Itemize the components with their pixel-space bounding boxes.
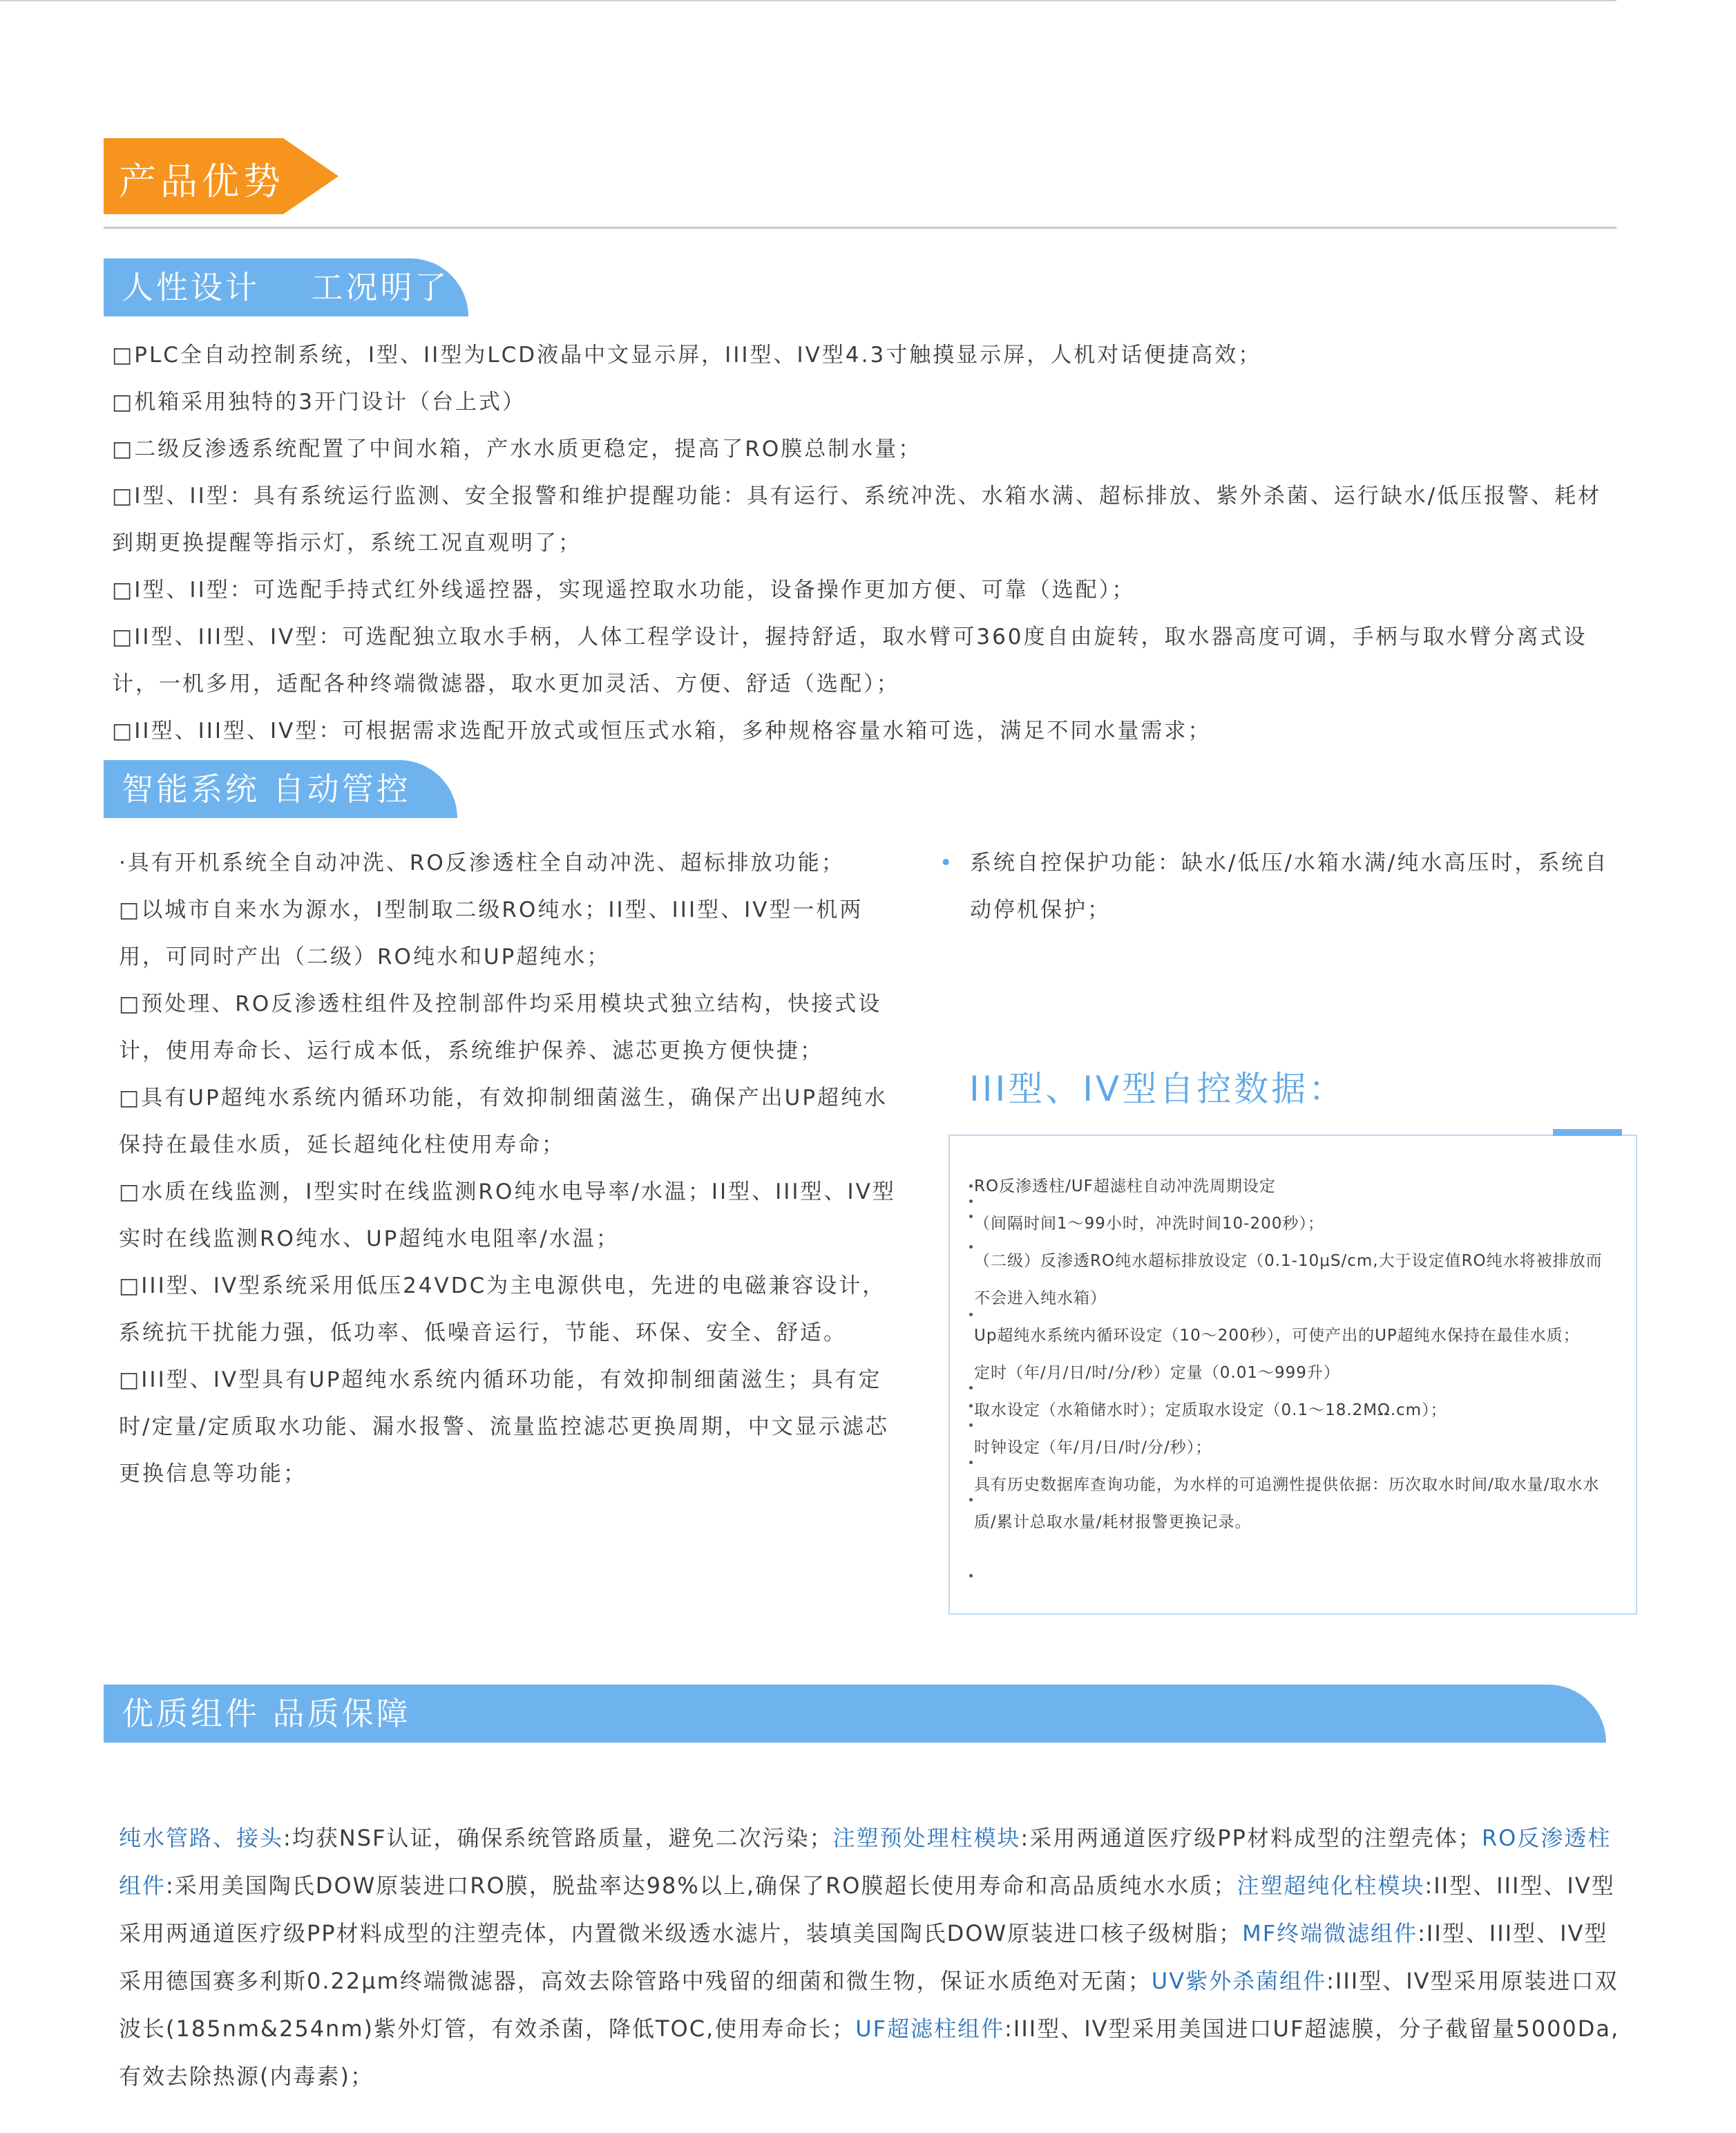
feature-item: □III型、IV型系统采用低压24VDC为主电源供电，先进的电磁兼容设计，系统抗干扰能力强，低功率、低噪音运行，节能、环保、安全、舒适。: [119, 1273, 886, 1345]
section-2-title: 智能系统 自动管控: [104, 760, 457, 818]
component-name: RO反渗透柱组件: [119, 1825, 1612, 1899]
component-name: 注塑预处理柱模块: [832, 1825, 1021, 1851]
data-box-accent: [1553, 1129, 1622, 1136]
component-desc: :III型、IV型采用原装进口双波长(185nm&254nm)紫外灯管，有效杀菌，降低TOC,使用寿命长；: [119, 1968, 1619, 2042]
feature-item: □预处理、RO反渗透柱组件及控制部件均采用模块式独立结构，快接式设计，使用寿命长、运行成本低，系统维护保养、滤芯更换方便快捷；: [119, 992, 882, 1063]
top-border: [0, 0, 1616, 1]
data-item: 取水设定（水箱储水时）；定质取水设定（0.1～18.2MΩ.cm）；: [974, 1401, 1447, 1419]
component-desc: :II型、III型、IV型采用两通道医疗级PP材料成型的注塑壳体，内置微米级透水滤片，装填美国陶氏DOW原装进口核子级树脂；: [119, 1873, 1615, 1946]
section-3-text: [119, 1814, 1621, 2101]
component-name: UV紫外杀菌组件: [1151, 1968, 1327, 1994]
main-title-banner: [104, 138, 338, 214]
feature-item: □二级反渗透系统配置了中间水箱，产水水质更稳定，提高了RO膜总制水量；: [112, 437, 922, 462]
data-item: 具有历史数据库查询功能，为水样的可追溯性提供依据：历次取水时间/取水量/取水水质/累计总取水量/耗材报警更换记录。: [974, 1476, 1600, 1531]
feature-item: □具有UP超纯水系统内循环功能，有效抑制细菌滋生，确保产出UP超纯水保持在最佳水质，延长超纯化柱使用寿命；: [119, 1086, 888, 1157]
feature-item: □II型、III型、IV型：可选配独立取水手柄，人体工程学设计，握持舒适，取水臂可360度自由旋转，取水器高度可调，手柄与取水臂分离式设计，一机多用，适配各种终端微滤器，取水更加灵活、方便、舒适（选配）；: [112, 625, 1587, 696]
feature-item: □II型、III型、IV型：可根据需求选配开放式或恒压式水箱，多种规格容量水箱可选，满足不同水量需求；: [112, 719, 1212, 743]
feature-item: □I型、II型：具有系统运行监测、安全报警和维护提醒功能：具有运行、系统冲洗、水箱水满、超标排放、紫外杀菌、运行缺水/低压报警、耗材到期更换提醒等指示灯，系统工况直观明了；: [112, 484, 1602, 556]
data-item: （二级）反渗透RO纯水超标排放设定（0.1-10μS/cm,大于设定值RO纯水将被排放而不会进入纯水箱）: [974, 1252, 1603, 1307]
data-item: RO反渗透柱/UF超滤柱自动冲洗周期设定: [974, 1177, 1276, 1195]
data-box-title: III型、IV型自控数据：: [969, 1069, 1346, 1109]
component-desc: :采用美国陶氏DOW原装进口RO膜，脱盐率达98%以上,确保了RO膜超长使用寿命和高品质纯水水质；: [166, 1873, 1237, 1899]
component-desc: :II型、III型、IV型采用德国赛多利斯0.22μm终端微滤器，高效去除管路中残留的细菌和微生物，保证水质绝对无菌；: [119, 1920, 1608, 1994]
component-name: 纯水管路、接头: [119, 1825, 284, 1851]
right-item-text: 系统自控保护功能：缺水/低压/水箱水满/纯水高压时，系统自动停机保护；: [970, 851, 1609, 922]
component-desc: :均获NSF认证，确保系统管路质量，避免二次污染；: [283, 1825, 833, 1851]
data-item: 时钟设定（年/月/日/时/分/秒）；: [974, 1439, 1212, 1457]
feature-item: □水质在线监测，I型实时在线监测RO纯水电导率/水温；II型、III型、IV型实时在线监测RO纯水、UP超纯水电阻率/水温；: [119, 1179, 896, 1251]
data-item: Up超纯水系统内循环设定（10～200秒），可使产出的UP超纯水保持在最佳水质；: [974, 1327, 1580, 1345]
section-1-title: 人性设计 工况明了: [104, 258, 468, 316]
data-item: 定时（年/月/日/时/分/秒）定量（0.01～999升）: [974, 1364, 1340, 1382]
bullet-icon: •: [939, 851, 955, 875]
section-1-list: [112, 332, 1618, 755]
data-box-list: [974, 1168, 1616, 1541]
section-2-right-item: [939, 840, 1623, 933]
feature-item: □I型、II型：可选配手持式红外线遥控器，实现遥控取水功能，设备操作更加方便、可靠（选配）；: [112, 578, 1136, 603]
component-desc: :采用两通道医疗级PP材料成型的注塑壳体；: [1020, 1825, 1482, 1851]
section-2-left-list: [119, 840, 906, 1497]
data-item: （间隔时间1～99小时，冲洗时间10-200秒）；: [974, 1215, 1324, 1233]
section-3-title: 优质组件 品质保障: [104, 1685, 1606, 1743]
feature-item: ·具有开机系统全自动冲洗、RO反渗透柱全自动冲洗、超标排放功能；: [119, 851, 845, 875]
page-title: 产品优势: [119, 160, 285, 203]
feature-item: □机箱采用独特的3开门设计（台上式）: [112, 390, 526, 415]
feature-item: □III型、IV型具有UP超纯水系统内循环功能，有效抑制细菌滋生；具有定时/定量/定质取水功能、漏水报警、流量监控滤芯更换周期，中文显示滤芯更换信息等功能；: [119, 1367, 889, 1486]
feature-item: □以城市自来水为源水，I型制取二级RO纯水；II型、III型、IV型一机两用，可同时产出（二级）RO纯水和UP超纯水；: [119, 898, 864, 969]
component-desc: :III型、IV型采用美国进口UF超滤膜，分子截留量5000Da,有效去除热源(内毒素)；: [119, 2016, 1620, 2089]
feature-item: □PLC全自动控制系统，I型、II型为LCD液晶中文显示屏，III型、IV型4.3寸触摸显示屏，人机对话便捷高效；: [112, 343, 1262, 368]
component-name: UF超滤柱组件: [855, 2016, 1005, 2042]
title-rule: [104, 227, 1616, 229]
component-name: 注塑超纯化柱模块: [1237, 1873, 1425, 1899]
component-name: MF终端微滤组件: [1242, 1920, 1418, 1946]
